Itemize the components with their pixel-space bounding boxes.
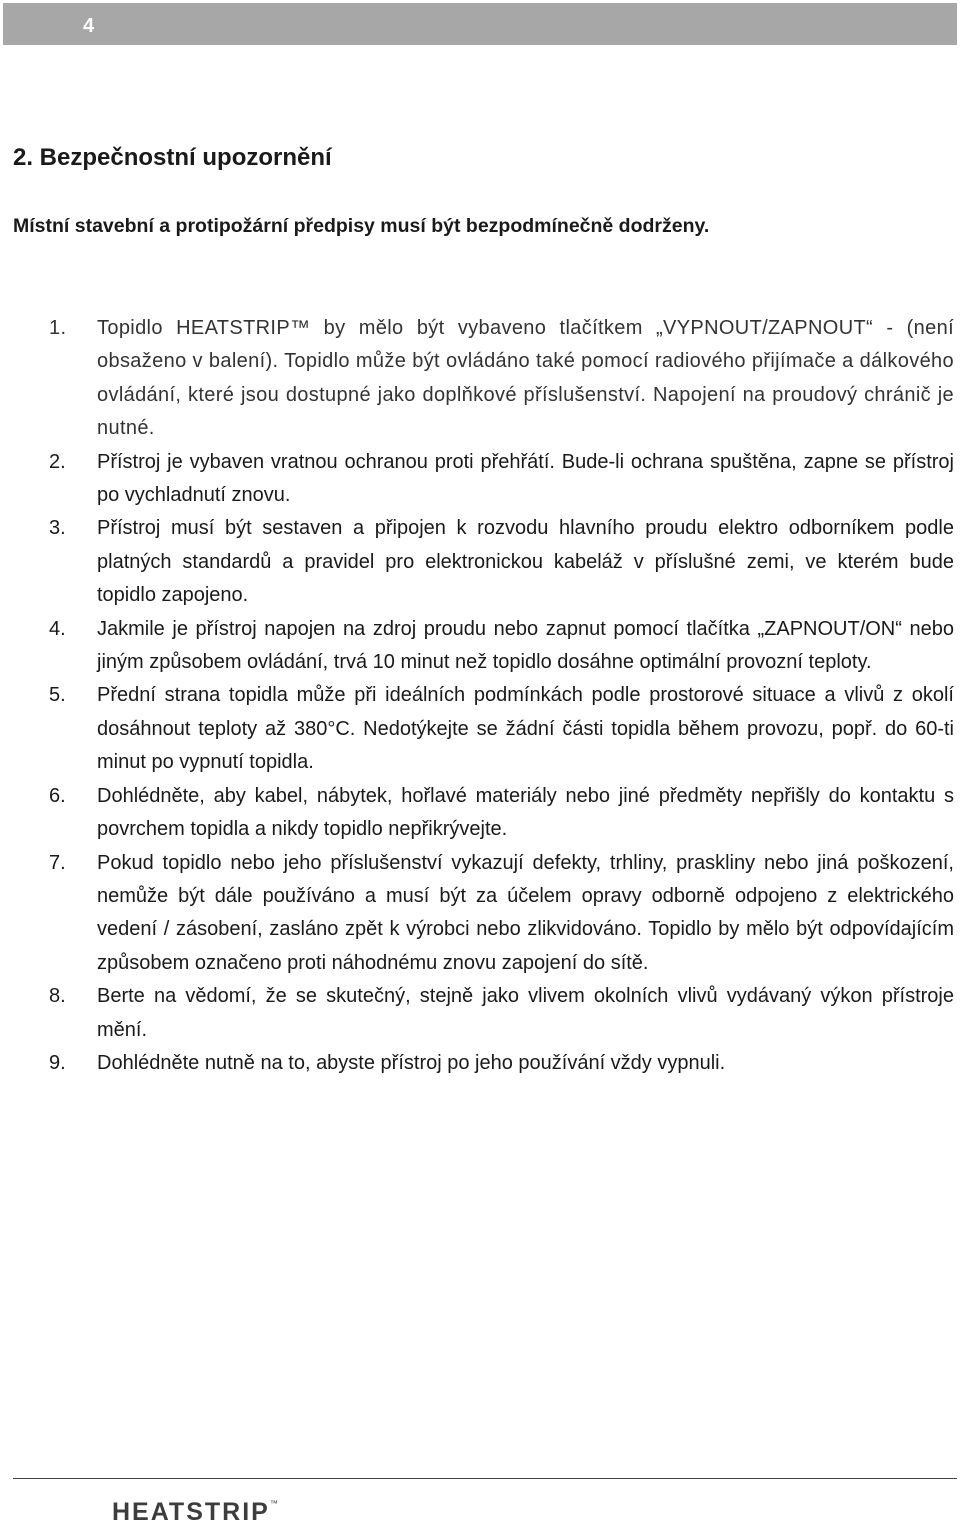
lead-paragraph: Místní stavební a protipožární předpisy musí být bezpodmínečně dodrženy. — [13, 215, 710, 237]
list-item — [0, 1047, 960, 1080]
list-item-text: Dohlédněte nutně na to, abyste přístroj po jeho používání vždy vypnuli. — [97, 1051, 726, 1074]
list-item-text: Přístroj musí být sestaven a připojen k rozvodu hlavního proudu elektro odborníkem podle platných standardů a pravidel pro elektronickou kabeláž v příslušné zemi, ve kterém bude topidlo zapojeno. — [97, 517, 954, 607]
list-item-number: 2. — [49, 450, 66, 473]
list-item — [0, 613, 960, 680]
section-title: 2. Bezpečnostní upozornění — [13, 144, 332, 171]
list-item-number: 4. — [49, 617, 66, 640]
list-item-text: Berte na vědomí, že se skutečný, stejně jako vlivem okolních vlivů vydávaný výkon přístroje mění. — [97, 985, 954, 1041]
heatstrip-logo — [112, 1499, 278, 1525]
list-item-text: Dohlédněte, aby kabel, nábytek, hořlavé materiály nebo jiné předměty nepřišly do kontaktu s povrchem topidla a nikdy topidlo nepřikrývejte. — [97, 784, 954, 841]
logo-text: HEATSTRIP — [112, 1498, 270, 1526]
list-item-number: 6. — [49, 784, 66, 807]
list-item — [0, 847, 960, 981]
list-item-number: 7. — [49, 851, 66, 874]
list-item-number: 1. — [49, 317, 67, 339]
footer-divider — [13, 1478, 957, 1479]
list-item — [0, 679, 960, 779]
list-item — [0, 980, 960, 1047]
logo-trademark: ™ — [269, 1499, 278, 1508]
list-item-number: 9. — [49, 1051, 66, 1074]
safety-list — [0, 312, 960, 1080]
list-item-text: Pokud topidlo nebo jeho příslušenství vykazují defekty, trhliny, praskliny nebo jiná poškození, nemůže být dále používáno a musí být za účelem opravy odborně odpojeno z elektrického vedení / zásobení, zasláno zpět k výrobci nebo zlikvidováno. Topidlo by mělo být odpovídajícím způsobem označeno proti náhodnému znovu zapojení do sítě. — [97, 851, 954, 974]
list-item-text: Přední strana topidla může při ideálních podmínkách podle prostorové situace a vlivů z okolí dosáhnout teploty až 380°C. Nedotýkejte se žádní části topidla během provozu, popř. do 60-ti minut po vypnutí topidla. — [97, 684, 954, 774]
list-item-text: Topidlo HEATSTRIP™ by mělo být vybaveno tlačítkem „VYPNOUT/ZAPNOUT“ - (není obsaženo v balení). Topidlo může být ovládáno také pomocí radiového přijímače a dálkového ovládání, které jsou dostupné jako doplňkové příslušenství. Napojení na proudový chránič je nutné. — [97, 317, 954, 440]
list-item — [0, 780, 960, 847]
page-header-bar — [3, 3, 957, 45]
list-item — [0, 446, 960, 513]
list-item — [0, 512, 960, 612]
list-item-number: 3. — [49, 517, 66, 540]
list-item-text: Jakmile je přístroj napojen na zdroj proudu nebo zapnut pomocí tlačítka „ZAPNOUT/ON“ nebo jiným způsobem ovládání, trvá 10 minut než topidlo dosáhne optimální provozní teploty. — [97, 617, 954, 674]
page-number: 4 — [83, 15, 95, 37]
list-item-number: 8. — [49, 985, 66, 1008]
list-item-text: Přístroj je vybaven vratnou ochranou proti přehřátí. Bude-li ochrana spuštěna, zapne se přístroj po vychladnutí znovu. — [97, 450, 954, 507]
list-item-number: 5. — [49, 684, 66, 707]
list-item — [0, 312, 960, 446]
